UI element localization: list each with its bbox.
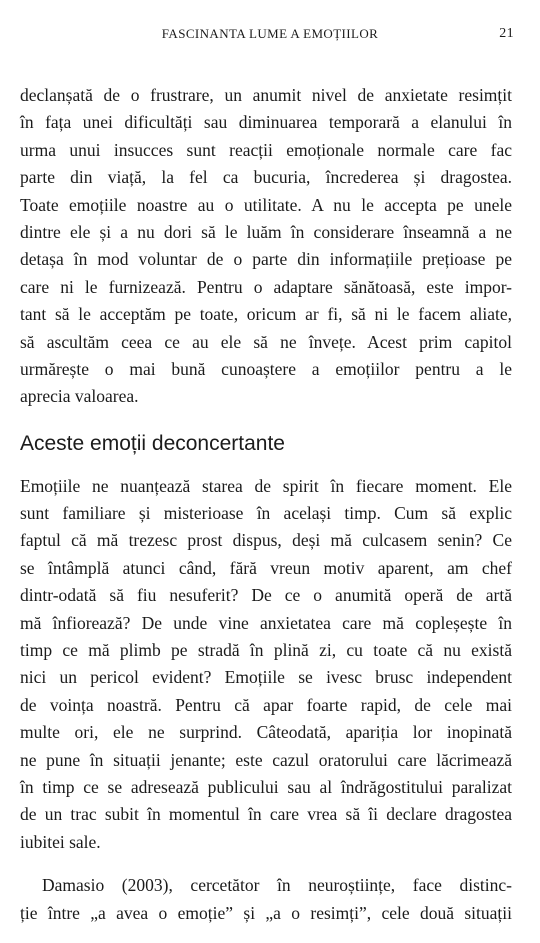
text-line: să ascultăm ceea ce au ele să ne învețe. Acest prim capitol: [20, 331, 512, 352]
text-line: sunt familiare și misterioase în același timp. Cum să explic: [20, 503, 512, 524]
text-line: Toate emoțiile noastre au o utilitate. A nu le accepta pe unele: [20, 194, 512, 215]
text-line: tant să le acceptăm pe toate, oricum ar fi, să ni le facem aliate,: [20, 304, 512, 325]
running-header: [0, 26, 540, 46]
text-line: se întâmplă atunci când, fără vreun motiv aparent, am chef: [20, 557, 512, 578]
text-line: nici un pericol evident? Emoțiile se ivesc brusc independent: [20, 667, 512, 688]
text-line: dintr-odată să fiu nesuferit? De ce o anumită operă de artă: [20, 585, 512, 606]
text-line: dintre ele și a nu dori să le luăm în considerare înseamnă a ne: [20, 221, 512, 242]
running-title: FASCINANTA LUME A EMOȚIILOR: [161, 26, 379, 41]
text-line: multe ori, ele ne surprind. Câteodată, apariția lor inopinată: [20, 722, 512, 743]
paragraph-1: [20, 82, 512, 411]
text-line: declanșată de o frustrare, un anumit nivel de anxietate resimțit: [20, 85, 512, 105]
paragraph-2: [20, 473, 512, 856]
text-line: în fața unei dificultăți sau diminuarea temporară a elanului în: [20, 112, 512, 133]
text-line: detașa în mod voluntar de o parte din informațiile prețioase pe: [20, 249, 512, 270]
text-line: faptul că mă trezesc prost dispus, deși mă culcasem senin? Ce: [20, 530, 512, 551]
page-number: 21: [499, 26, 514, 41]
text-line: iubitei sale.: [20, 831, 101, 852]
text-line: Emoțiile ne nuanțează starea de spirit în fiecare moment. Ele: [20, 475, 512, 496]
text-line: parte din viață, la fel ca bucuria, încrederea și dragostea.: [20, 167, 512, 188]
text-line: ție între „a avea o emoție” și „a o resimți”, cele două situații: [20, 902, 512, 923]
page-body: [20, 66, 512, 943]
text-line: urmărește o mai bună cunoaștere a emoțiilor pentru a le: [20, 358, 512, 379]
text-line: în timp ce se adresează publicului sau al îndrăgostitului paralizat: [20, 776, 512, 797]
section-heading: Aceste emoții deconcertante: [20, 431, 285, 455]
text-line: de un trac subit în momentul în care vrea să îi declare dragostea: [20, 804, 512, 825]
text-line: care ni le furnizează. Pentru o adaptare sănătoasă, este impor-: [20, 276, 512, 297]
text-line: de voința noastră. Pentru că apar foarte rapid, de cele mai: [20, 694, 512, 715]
text-line: ne pune în situații jenante; este cazul oratorului care lăcrimează: [20, 749, 512, 770]
text-line: Damasio (2003), cercetător în neuroștiințe, face distinc-: [42, 875, 512, 896]
text-line: aprecia valoarea.: [20, 386, 139, 407]
text-line: timp ce mă plimb pe stradă în plină zi, cu toate că nu există: [20, 640, 512, 661]
text-line: mă înfiorează? De unde vine anxietatea care mă copleșește în: [20, 612, 512, 633]
text-line: urma unui insucces sunt reacții emoționale normale care fac: [20, 139, 512, 160]
